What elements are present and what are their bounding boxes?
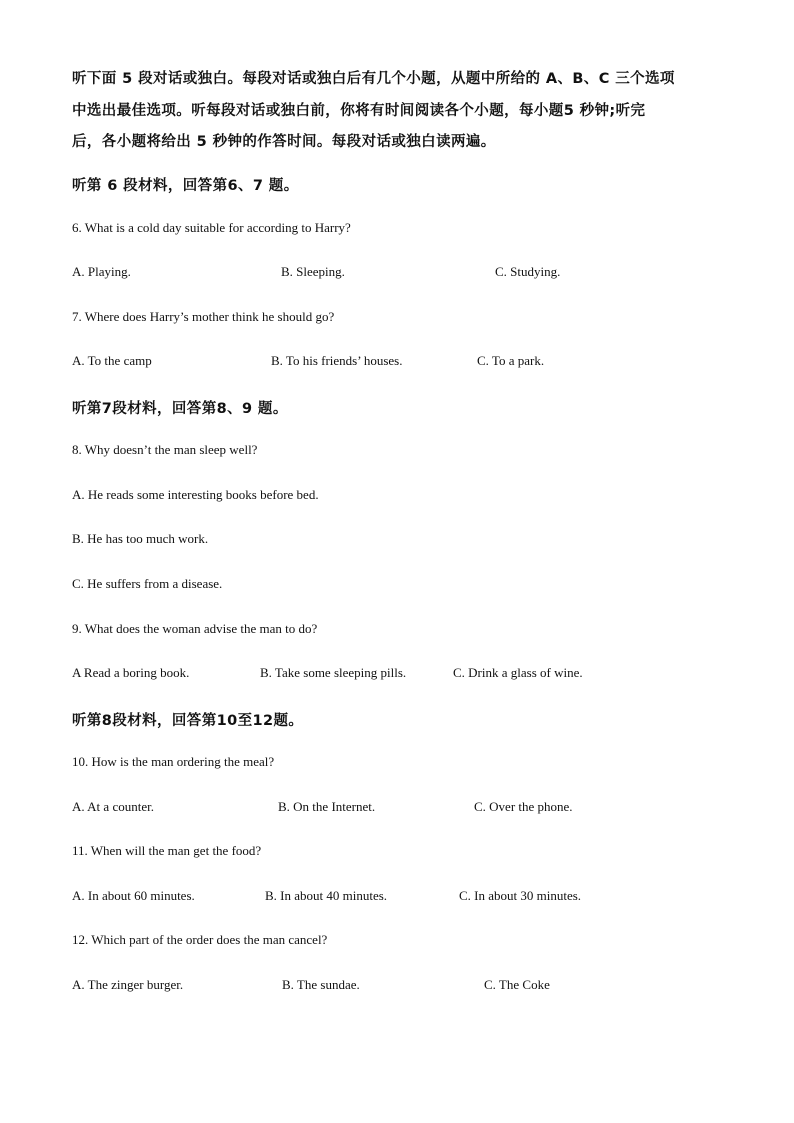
question-10-option-b: B. On the Internet. [278, 799, 376, 814]
question-11-option-a: A. In about 60 minutes. [72, 888, 195, 903]
question-8-option-c: C. He suffers from a disease. [72, 576, 223, 591]
question-8-option-b: B. He has too much work. [72, 531, 209, 546]
question-8: 8. Why doesn’t the man sleep well? [72, 442, 258, 457]
section-heading: 听第7段材料，回答第8、9 题。 [72, 401, 288, 417]
question-7-option-c: C. To a park. [477, 353, 545, 368]
question-6-option-c: C. Studying. [495, 264, 561, 279]
question-11: 11. When will the man get the food? [72, 843, 262, 858]
question-12: 12. Which part of the order does the man cancel? [72, 932, 328, 947]
section-heading: 听第8段材料，回答第10至12题。 [72, 713, 304, 729]
question-7-option-b: B. To his friends’ houses. [271, 353, 403, 368]
question-6-option-a: A. Playing. [72, 264, 131, 279]
question-12-option-b: B. The sundae. [282, 977, 360, 992]
question-9-option-c: C. Drink a glass of wine. [453, 665, 583, 680]
question-9: 9. What does the woman advise the man to do? [72, 621, 318, 636]
question-10-option-c: C. Over the phone. [474, 799, 573, 814]
section-heading: 听第 6 段材料，回答第6、7 题。 [72, 178, 299, 194]
question-9-option-b: B. Take some sleeping pills. [260, 665, 407, 680]
question-6: 6. What is a cold day suitable for according to Harry? [72, 220, 351, 235]
question-10: 10. How is the man ordering the meal? [72, 754, 275, 769]
instructions-line-3: 后，各小题将给出 5 秒钟的作答时间。每段对话或独白读两遍。 [72, 134, 496, 150]
question-7-option-a: A. To the camp [72, 353, 152, 368]
question-11-option-b: B. In about 40 minutes. [265, 888, 388, 903]
question-6-option-b: B. Sleeping. [281, 264, 345, 279]
question-10-option-a: A. At a counter. [72, 799, 154, 814]
question-11-option-c: C. In about 30 minutes. [459, 888, 582, 903]
question-8-option-a: A. He reads some interesting books before bed. [72, 487, 319, 502]
instructions-line-1: 听下面 5 段对话或独白。每段对话或独白后有几个小题，从题中所给的 A、B、C 三个选项 [72, 71, 675, 87]
question-12-option-c: C. The Coke [484, 977, 550, 992]
question-7: 7. Where does Harry’s mother think he should go? [72, 309, 335, 324]
instructions-line-2: 中选出最佳选项。听每段对话或独白前，你将有时间阅读各个小题，每小题5 秒钟;听完 [72, 103, 646, 119]
question-12-option-a: A. The zinger burger. [72, 977, 184, 992]
question-9-option-a: A Read a boring book. [72, 665, 190, 680]
